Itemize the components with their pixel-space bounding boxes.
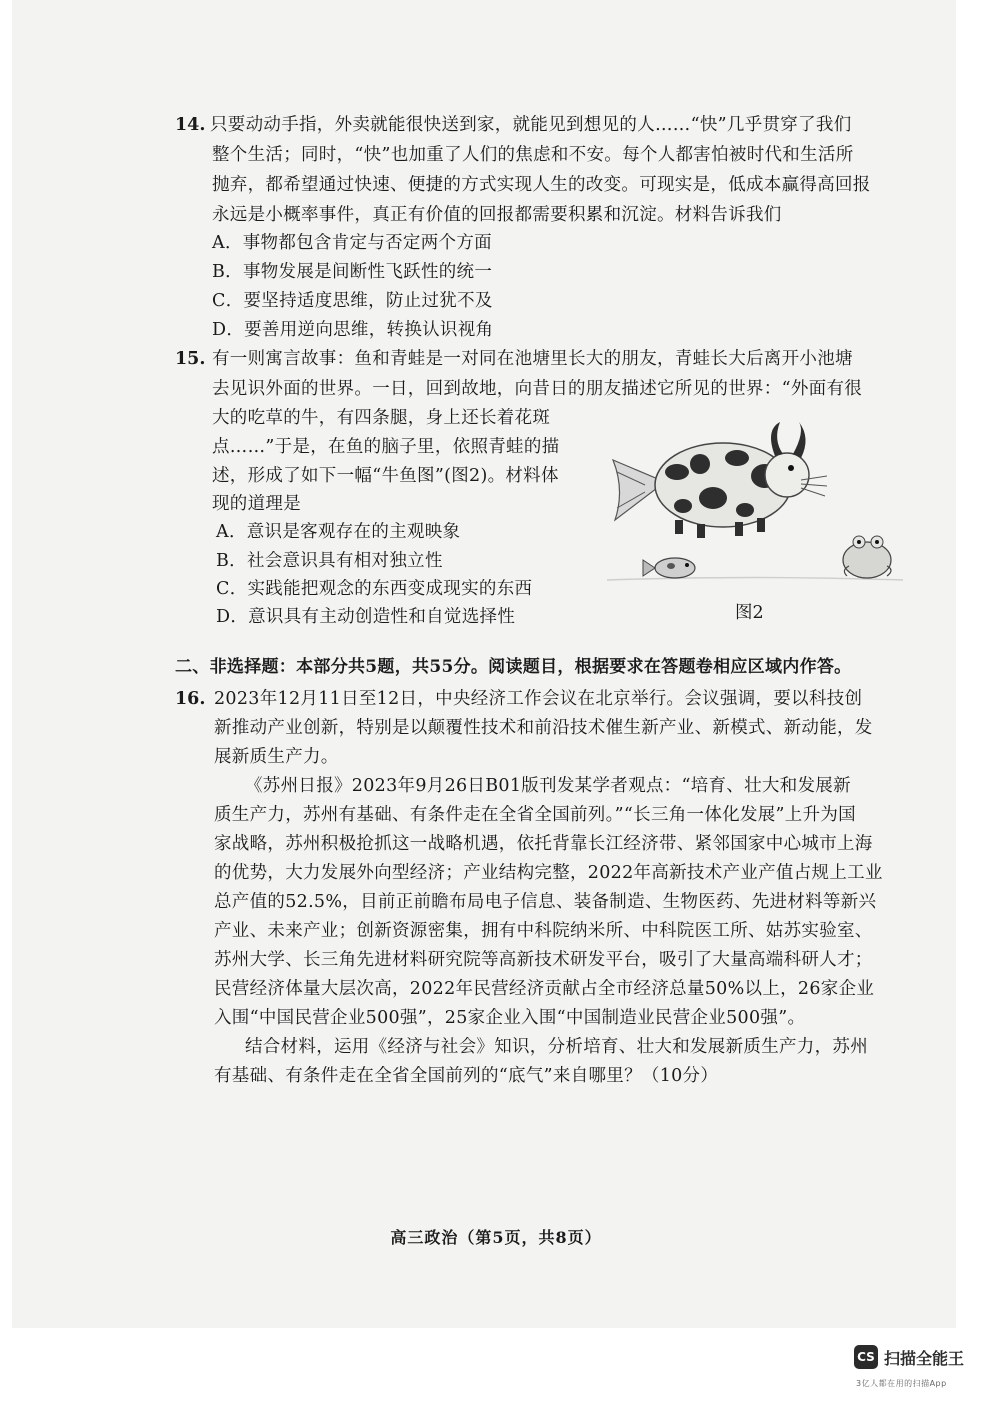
q16-line-5: 质生产力，苏州有基础、有条件走在全省全国前列。”“长三角一体化发展”上升为国 xyxy=(214,805,856,825)
q14-stem-line-4: 永远是小概率事件，真正有价值的回报都需要积累和沉淀。材料告诉我们 xyxy=(212,205,782,225)
q14-stem-line-3: 抛弃，都希望通过快速、便捷的方式实现人生的改变。可现实是，低成本赢得高回报 xyxy=(212,175,871,195)
q15-stem-line-5: 述，形成了如下一幅“牛鱼图”(图2)。材料体 xyxy=(212,466,559,486)
q16-line-12: 入围“中国民营企业500强”，25家企业入围“中国制造业民营企业500强”。 xyxy=(214,1008,806,1028)
q16-line-7: 的优势，大力发展外向型经济；产业结构完整，2022年高新技术产业产值占规上工业 xyxy=(214,863,883,883)
q14-option-d: D．要善用逆向思维，转换认识视角 xyxy=(212,320,494,340)
q16-line-9: 产业、未来产业；创新资源密集，拥有中科院纳米所、中科院医工所、姑苏实验室、 xyxy=(214,921,873,941)
q16-line-4: 《苏州日报》2023年9月26日B01版刊发某学者观点：“培育、壮大和发展新 xyxy=(245,776,851,796)
q15-number: 15. xyxy=(175,349,206,369)
q14-option-b: B．事物发展是间断性飞跃性的统一 xyxy=(212,262,493,282)
q16-line-2: 新推动产业创新，特别是以颠覆性技术和前沿技术催生新产业、新模式、新动能，发 xyxy=(214,718,873,738)
q16-line-14: 有基础、有条件走在全省全国前列的“底气”来自哪里？（10分） xyxy=(214,1066,719,1086)
q14-number: 14. xyxy=(175,115,206,135)
q15-option-a: A．意识是客观存在的主观映象 xyxy=(216,522,461,542)
q14-option-c: C．要坚持适度思维，防止过犹不及 xyxy=(212,291,493,311)
scanner-app-tagline: 3亿人都在用的扫描App xyxy=(856,1379,947,1388)
q14-option-a: A．事物都包含肯定与否定两个方面 xyxy=(212,233,492,253)
q16-line-11: 民营经济体量大层次高，2022年民营经济贡献占全市经济总量50%以上，26家企业 xyxy=(214,979,875,999)
q14-stem-line-2: 整个生活；同时，“快”也加重了人们的焦虑和不安。每个人都害怕被时代和生活所 xyxy=(212,145,854,165)
q15-stem-line-6: 现的道理是 xyxy=(212,494,301,514)
scanner-app-name: 扫描全能王 xyxy=(884,1349,965,1368)
q16-line-6: 家战略，苏州积极抢抓这一战略机遇，依托背靠长江经济带、紧邻国家中心城市上海 xyxy=(214,834,873,854)
q15-stem-line-3: 大的吃草的牛，有四条腿，身上还长着花斑 xyxy=(212,408,551,428)
cs-logo-icon: CS xyxy=(854,1345,878,1369)
cow-fish-illustration xyxy=(605,420,905,590)
figure-caption: 图2 xyxy=(735,603,764,623)
q15-option-d: D．意识具有主动创造性和自觉选择性 xyxy=(216,607,516,627)
q16-line-3: 展新质生产力。 xyxy=(214,747,339,767)
q16-line-1: 2023年12月11日至12日，中央经济工作会议在北京举行。会议强调，要以科技创 xyxy=(214,689,863,709)
q16-line-13: 结合材料，运用《经济与社会》知识，分析培育、壮大和发展新质生产力，苏州 xyxy=(245,1037,868,1057)
section2-heading: 二、非选择题：本部分共5题，共55分。阅读题目，根据要求在答题卷相应区域内作答。 xyxy=(175,657,852,677)
q14-stem-line-1: 只要动动手指，外卖就能很快送到家，就能见到想见的人……“快”几乎贯穿了我们 xyxy=(210,115,852,135)
q15-option-b: B．社会意识具有相对独立性 xyxy=(216,551,443,571)
q16-line-8: 总产值的52.5%，目前正前瞻布局电子信息、装备制造、生物医药、先进材料等新兴 xyxy=(214,892,877,912)
q16-line-10: 苏州大学、长三角先进材料研究院等高新技术研发平台，吸引了大量高端科研人才； xyxy=(214,950,873,970)
q16-number: 16. xyxy=(175,689,206,709)
q15-stem-line-4: 点……”于是，在鱼的脑子里，依照青蛙的描 xyxy=(212,437,560,457)
q15-option-c: C．实践能把观念的东西变成现实的东西 xyxy=(216,579,533,599)
q15-stem-line-2: 去见识外面的世界。一日，回到故地，向昔日的朋友描述它所见的世界：“外面有很 xyxy=(212,379,863,399)
page-footer: 高三政治（第5页，共8页） xyxy=(390,1228,602,1247)
q15-stem-line-1: 有一则寓言故事：鱼和青蛙是一对同在池塘里长大的朋友，青蛙长大后离开小池塘 xyxy=(212,349,853,369)
